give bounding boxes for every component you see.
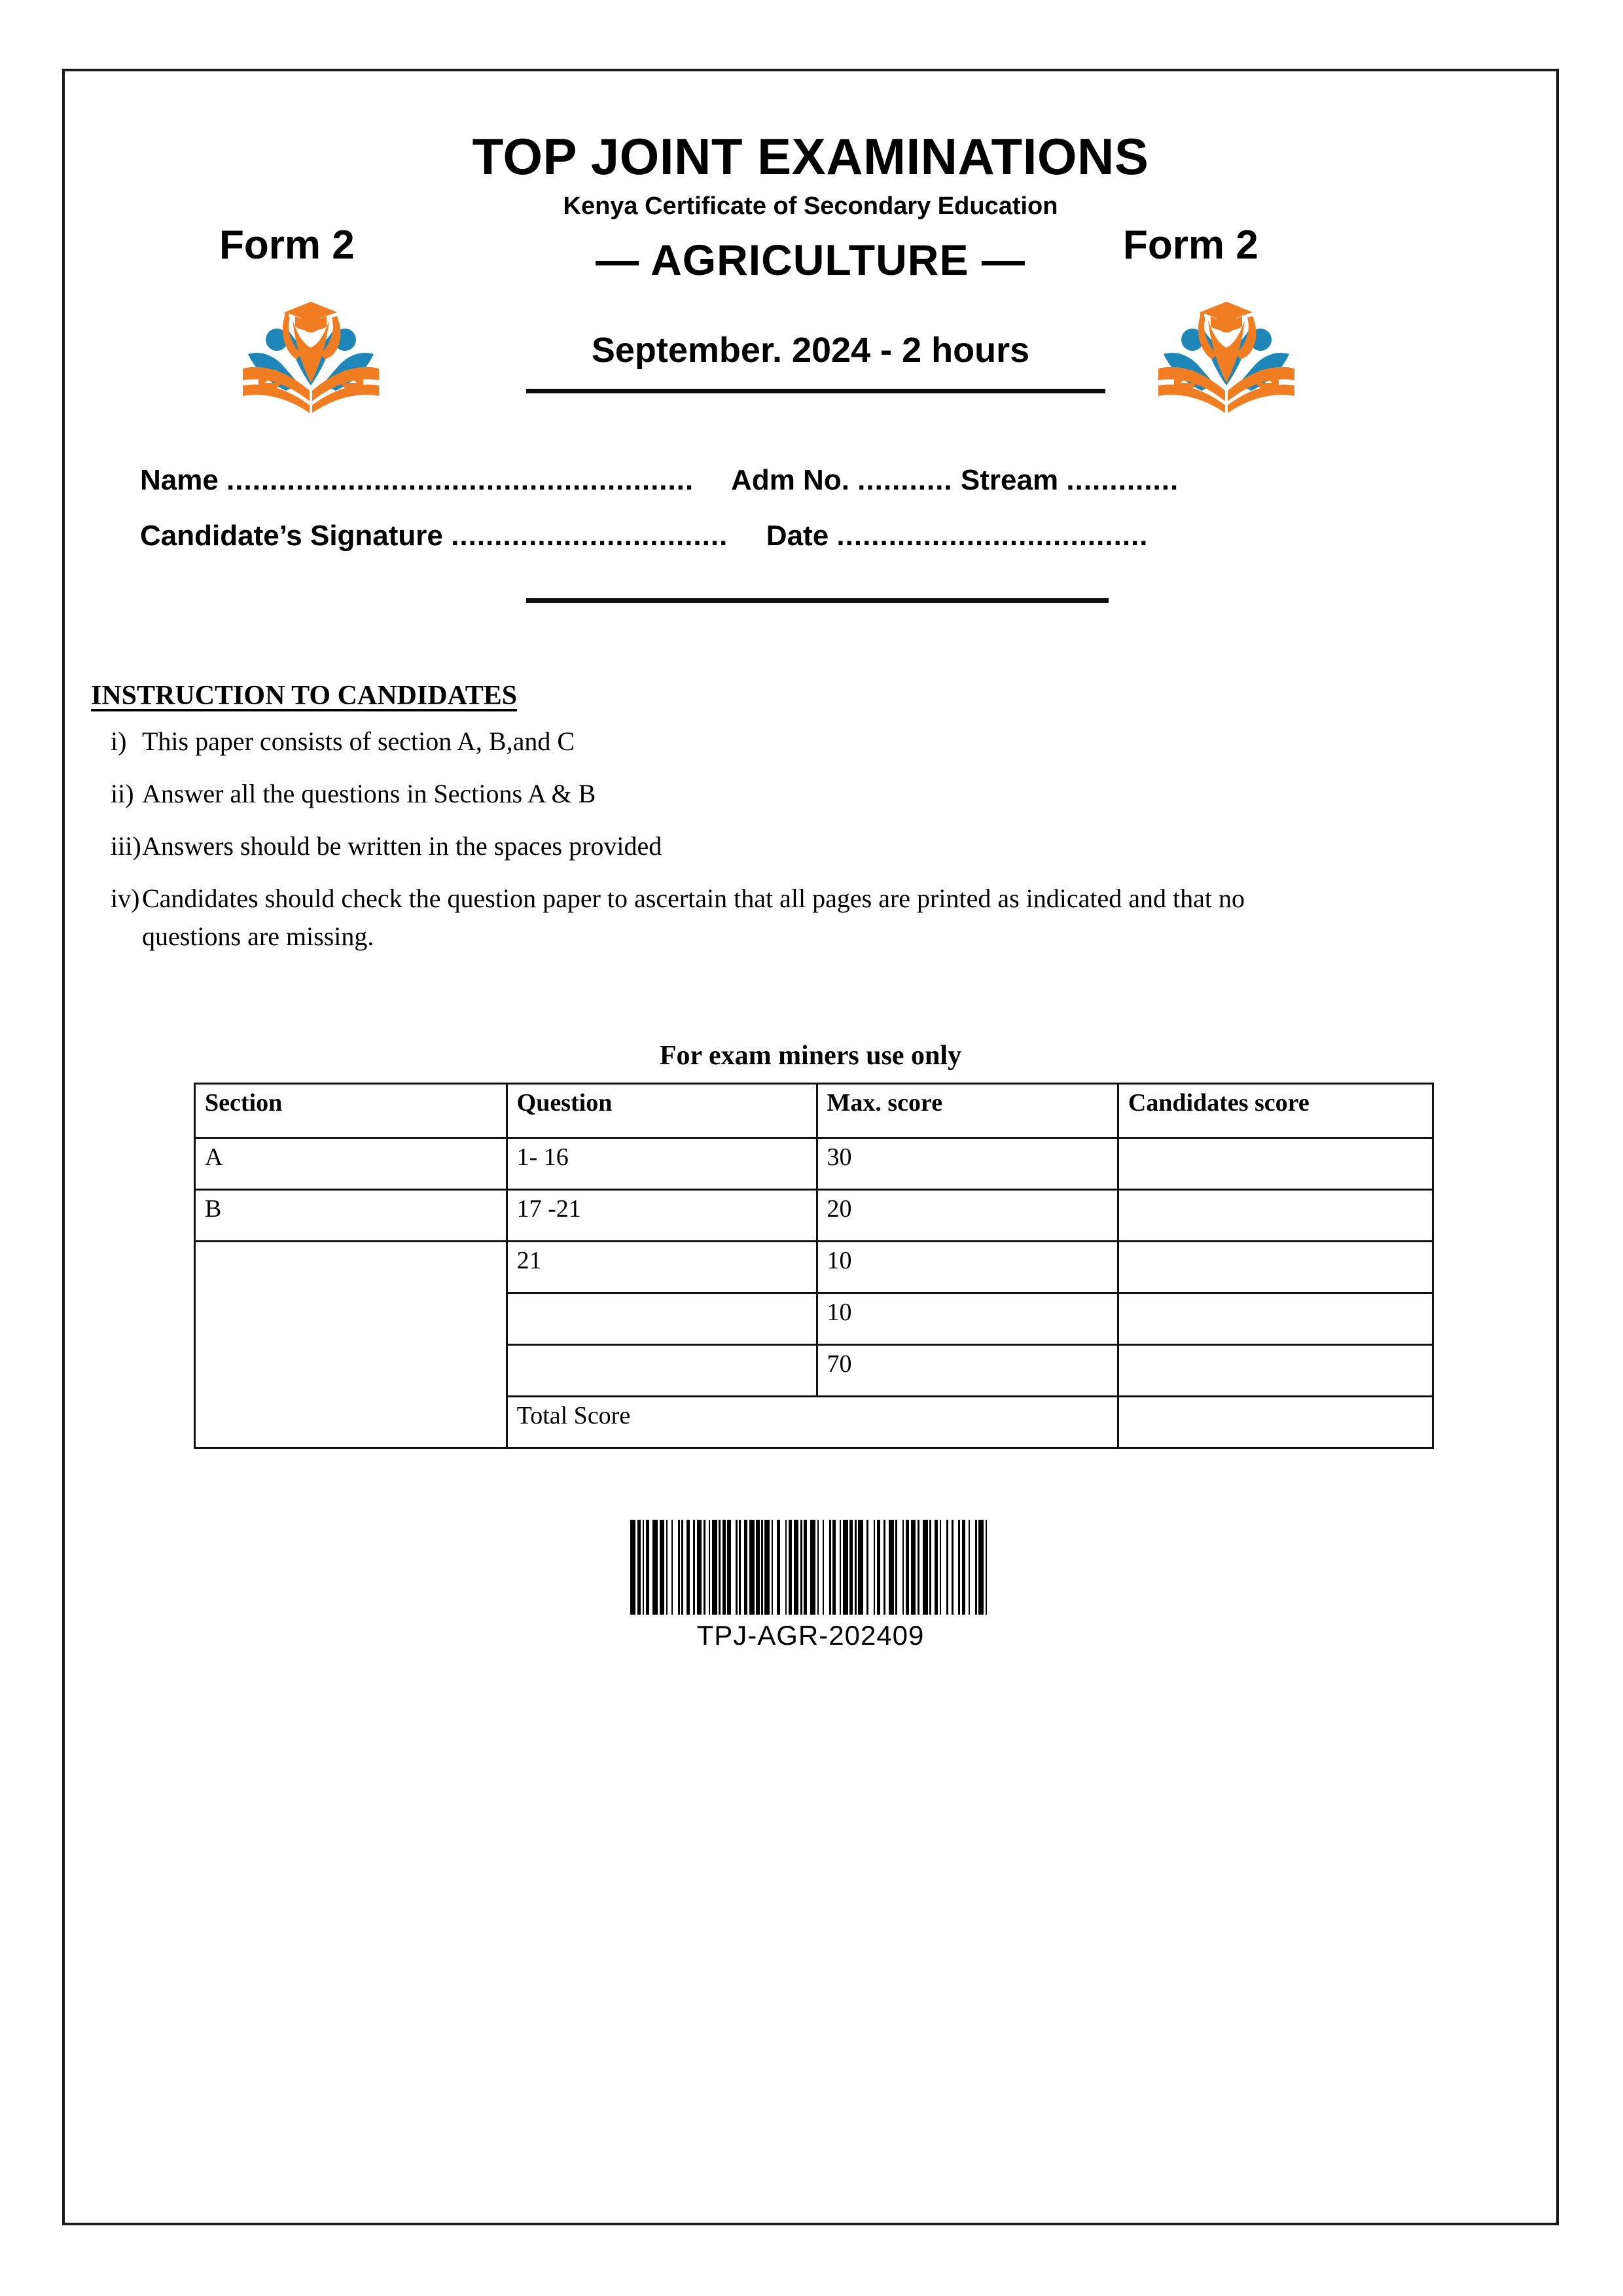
instruction-number: ii) [111, 779, 134, 808]
stream-label: Stream [960, 464, 1059, 496]
instruction-number: iii) [111, 831, 141, 861]
candidate-signature-row [140, 520, 1149, 552]
organization-title: TOP JOINT EXAMINATIONS [472, 128, 1149, 185]
total-score-value[interactable] [1118, 1397, 1433, 1448]
instruction-item [91, 775, 1334, 813]
exam-header [65, 71, 1556, 582]
table-row [195, 1242, 1433, 1293]
instruction-number: i) [111, 726, 127, 756]
cell-candidate-score[interactable] [1118, 1138, 1433, 1190]
cell-question [507, 1345, 817, 1397]
cell-candidate-score[interactable] [1118, 1242, 1433, 1293]
header-question: Question [507, 1084, 817, 1138]
header-candidates-score: Candidates score [1118, 1084, 1433, 1138]
instructions-list [91, 723, 1334, 970]
date-field[interactable]: .................................... [836, 520, 1149, 552]
score-table-caption: For exam miners use only [659, 1041, 962, 1071]
school-logo-right [1154, 286, 1298, 417]
subject-dash-left: — [596, 236, 640, 284]
certificate-subtitle: Kenya Certificate of Secondary Education [563, 192, 1058, 220]
cell-max-score: 20 [817, 1190, 1118, 1242]
candidate-identity-row [140, 464, 1179, 497]
form-level-left: Form 2 [219, 223, 355, 268]
instruction-item [91, 723, 1334, 761]
subject-dash-right: — [981, 236, 1026, 284]
cell-question: 17 -21 [507, 1190, 817, 1242]
barcode-bars [630, 1520, 990, 1615]
cell-max-score: 10 [817, 1293, 1118, 1345]
adm-no-field[interactable]: ........... [857, 464, 953, 496]
barcode-text: TPJ-AGR-202409 [696, 1620, 925, 1651]
cell-section: B [195, 1190, 507, 1242]
header-divider-top [526, 389, 1105, 393]
cell-question [507, 1293, 817, 1345]
total-score-label: Total Score [507, 1397, 1118, 1448]
page-border [62, 69, 1559, 2225]
instruction-text: Candidates should check the question paper to ascertain that all pages are printed as indicated and that no questions are missing. [142, 884, 1245, 951]
header-divider-bottom [526, 598, 1109, 603]
cell-candidate-score[interactable] [1118, 1345, 1433, 1397]
header-max-score: Max. score [817, 1084, 1118, 1138]
date-label: Date [766, 520, 829, 552]
cell-question: 1- 16 [507, 1138, 817, 1190]
instruction-text: This paper consists of section A, B,and C [142, 726, 575, 756]
instruction-item [91, 880, 1334, 956]
adm-no-label: Adm No. [731, 464, 849, 496]
instruction-text: Answers should be written in the spaces provided [142, 831, 662, 861]
name-field[interactable]: ...................................................... [226, 464, 694, 496]
instructions-heading: INSTRUCTION TO CANDIDATES [91, 681, 518, 711]
school-logo-left [239, 286, 383, 417]
cell-max-score: 30 [817, 1138, 1118, 1190]
table-row [195, 1190, 1433, 1242]
table-header-row [195, 1084, 1433, 1138]
stream-field[interactable]: ............. [1066, 464, 1179, 496]
signature-label: Candidate’s Signature [140, 520, 443, 552]
cell-candidate-score[interactable] [1118, 1293, 1433, 1345]
instruction-number: iv) [111, 884, 140, 913]
cell-max-score: 10 [817, 1242, 1118, 1293]
exam-date-duration: September. 2024 - 2 hours [591, 331, 1030, 370]
cell-max-score: 70 [817, 1345, 1118, 1397]
cell-candidate-score[interactable] [1118, 1190, 1433, 1242]
subject-title [65, 235, 1556, 285]
cell-section-merged [195, 1242, 507, 1448]
cell-section: A [195, 1138, 507, 1190]
instruction-text: Answer all the questions in Sections A & B [142, 779, 596, 808]
name-label: Name [140, 464, 219, 496]
subject-name: AGRICULTURE [651, 236, 969, 284]
barcode-block [65, 1511, 1556, 1651]
cell-question: 21 [507, 1242, 817, 1293]
table-row [195, 1138, 1433, 1190]
score-table [194, 1083, 1434, 1449]
signature-field[interactable]: ................................ [451, 520, 728, 552]
header-section: Section [195, 1084, 507, 1138]
instruction-item [91, 827, 1334, 865]
form-level-right: Form 2 [1123, 223, 1258, 268]
